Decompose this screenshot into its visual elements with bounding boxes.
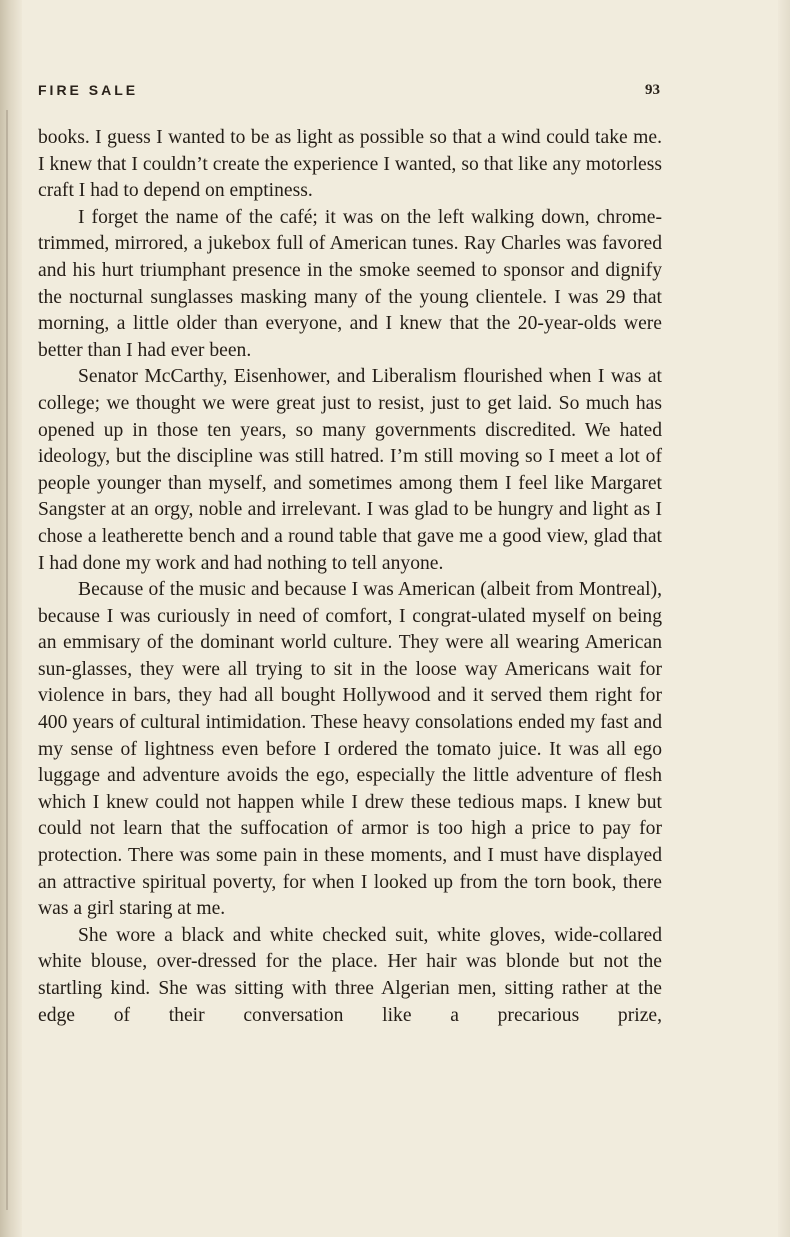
paragraph-1: books. I guess I wanted to be as light as possible so that a wind could take me. I knew that I couldn’t create the experience I wanted, so that like any motorless craft I had to depend on emptiness. xyxy=(38,127,662,202)
paragraph-3: Senator McCarthy, Eisenhower, and Liberalism flourished when I was at college; we thought we were great just to resist, just to get laid. So much has opened up in those ten years, so many governments discredited. We hated ideology, but the discipline was still hatred. I’m still moving so I meet a lot of people younger than myself, and sometimes among them I feel like Margaret Sangster at an orgy, noble and irrelevant. I was glad to be hungry and light as I chose a leatherette bench and a round table that gave me a good view, glad that I had done my work and had nothing to tell anyone. xyxy=(38,366,662,574)
running-head xyxy=(38,82,660,102)
body-text xyxy=(38,125,662,1029)
page-edge xyxy=(778,0,790,1237)
book-gutter-shadow xyxy=(0,0,22,1237)
paragraph-2: I forget the name of the café; it was on the left walking down, chrome-trimmed, mirrored, a jukebox full of American tunes. Ray Charles was favored and his hurt triumphant presence in the smoke seemed to sponsor and dignify the nocturnal sunglasses masking many of the young clientele. I was 29 that morning, a little older than everyone, and I knew that the 20-year-olds were better than I had ever been. xyxy=(38,206,662,361)
running-title: FIRE SALE xyxy=(38,82,139,98)
paragraph-5: She wore a black and white checked suit, white gloves, wide-collared white blouse, over-dressed for the place. Her hair was blonde but not the startling kind. She was sitting with three Algerian men, sitting rather at the edge of their conversation like a precarious prize, xyxy=(38,924,662,1026)
paragraph-4: Because of the music and because I was American (albeit from Montreal), because I was curiously in need of comfort, I congrat-ulated myself on being an emmisary of the dominant world culture. They were all wearing American sun-glasses, they were all trying to sit in the loose way Americans wait for violence in bars, they had all bought Hollywood and it served them right for 400 years of cultural intimidation. These heavy consolations ended my fast and my sense of lightness even before I ordered the tomato juice. It was all ego luggage and adventure avoids the ego, especially the little adventure of flesh which I knew could not happen while I drew these tedious maps. I knew but could not learn that the suffocation of armor is too high a price to pay for protection. There was some pain in these moments, and I must have displayed an attractive spiritual poverty, for when I looked up from the torn book, there was a girl staring at me. xyxy=(38,579,662,920)
page-number: 93 xyxy=(645,82,660,98)
gutter-crease xyxy=(6,110,8,1210)
